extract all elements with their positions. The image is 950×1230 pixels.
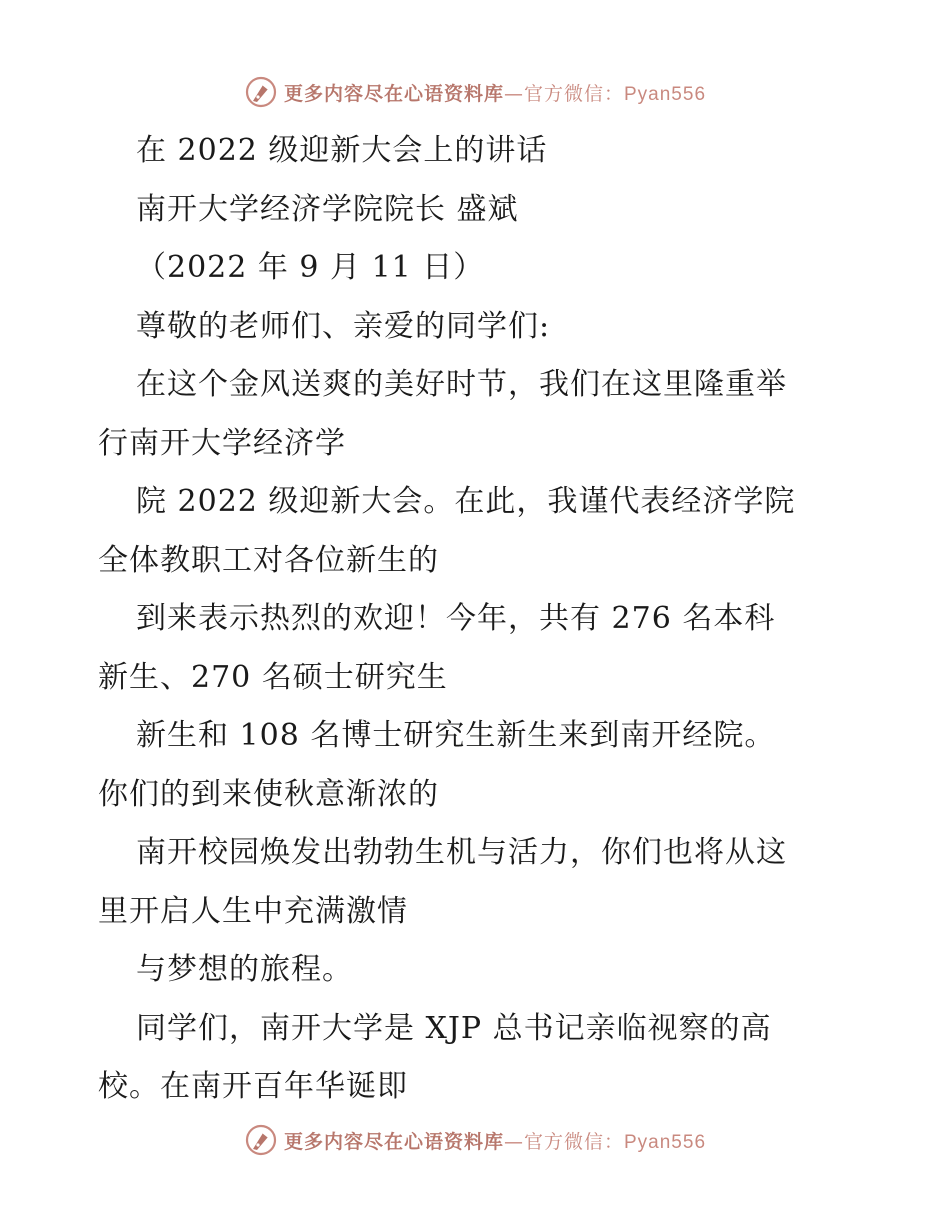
footer-watermark-id: Pyan556: [624, 1131, 707, 1153]
header-watermark-id: Pyan556: [624, 83, 707, 105]
pen-nib-logo-icon: [244, 1123, 278, 1157]
footer-watermark-inner: [244, 1123, 706, 1157]
doc-line: 到来表示热烈的欢迎！今年，共有 276 名本科: [136, 601, 776, 636]
doc-salutation: 尊敬的老师们、亲爱的同学们:: [136, 308, 551, 344]
doc-line: 全体教职工对各位新生的: [98, 542, 439, 578]
pen-nib-logo-icon: [244, 75, 278, 109]
doc-author: 南开大学经济学院院长 盛斌: [136, 191, 519, 227]
header-watermark: [0, 72, 950, 112]
doc-line: 新生、270 名硕士研究生: [98, 659, 448, 695]
doc-line: 里开启人生中充满激情: [98, 893, 408, 929]
doc-line: 行南开大学经济学: [98, 425, 346, 461]
header-watermark-mid: 官方微信：: [523, 82, 624, 105]
header-watermark-text: [284, 79, 706, 106]
doc-line: 新生和 108 名博士研究生新生来到南开经院。: [136, 718, 776, 753]
doc-line: 校。在南开百年华诞即: [98, 1069, 408, 1104]
footer-watermark-mid: 官方微信：: [523, 1130, 624, 1153]
doc-line: 同学们，南开大学是 XJP 总书记亲临视察的高: [136, 1010, 772, 1046]
footer-watermark-prefix: 更多内容尽在心语资料库: [283, 1130, 504, 1153]
doc-title: 在 2022 级迎新大会上的讲话: [136, 133, 548, 168]
footer-watermark-text: [284, 1127, 706, 1154]
doc-line: 你们的到来使秋意渐浓的: [98, 776, 439, 812]
header-watermark-sep: —: [503, 82, 524, 105]
document-body: [98, 122, 858, 1117]
doc-date: （2022 年 9 月 11 日）: [136, 250, 485, 285]
footer-watermark: [0, 1120, 950, 1160]
doc-line: 在这个金风送爽的美好时节，我们在这里隆重举: [136, 367, 787, 402]
header-watermark-prefix: 更多内容尽在心语资料库: [283, 82, 504, 105]
doc-line: 与梦想的旅程。: [136, 952, 353, 987]
footer-watermark-sep: —: [503, 1130, 524, 1153]
doc-line: 南开校园焕发出勃勃生机与活力，你们也将从这: [136, 835, 787, 870]
header-watermark-inner: [244, 75, 706, 109]
doc-line: 院 2022 级迎新大会。在此，我谨代表经济学院: [136, 484, 796, 519]
